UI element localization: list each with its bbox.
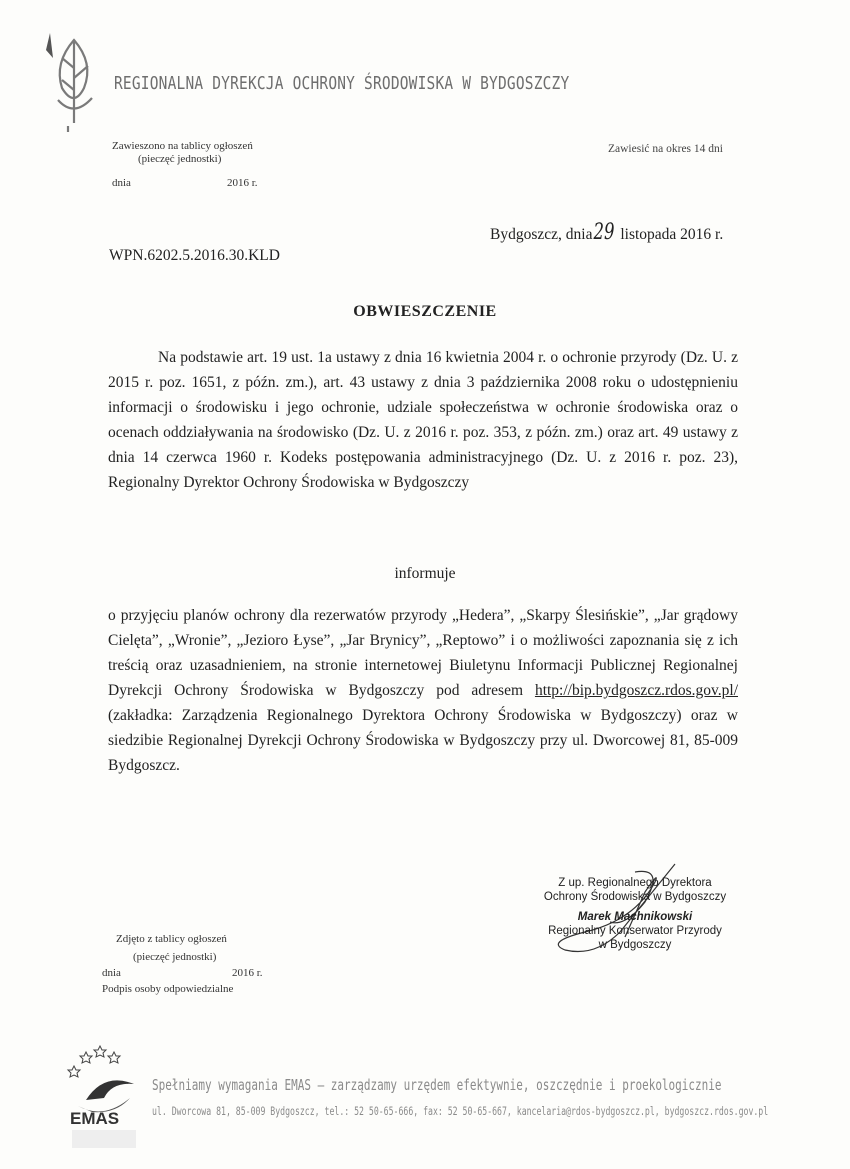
document-title: OBWIESZCZENIE	[353, 303, 497, 320]
emas-logo-icon	[64, 1040, 144, 1152]
contact-line: ul. Dworcowa 81, 85-009 Bydgoszcz, tel.: 52 50-65-666, fax: 52 50-65-667, kancelaria@rdos-bydgoszcz.pl, bydgoszcz.rdos.gov.pl	[152, 1104, 769, 1118]
place-date	[490, 220, 723, 245]
responsible-signature-label: Podpis osoby odpowiedzialne	[102, 983, 234, 995]
notice-text-before: o przyjęciu planów ochrony dla rezerwatów przyrody „Hedera”, „Skarpy Ślesińskie”, „Jar grądowy Cielęta”, „Wronie”, „Jezioro Łyse”, „Jar Brynicy”, „Reptowo” i o możliwości zapoznania się z ich treścią oraz uzasadnieniem, na stronie internetowej Biuletynu Informacji Publicznej Regionalnej Dyrekcji Ochrony Środowiska w Bydgoszczy pod adresem	[108, 607, 738, 699]
signature-block	[520, 876, 750, 952]
posted-date-label: dnia	[112, 177, 131, 189]
place-date-prefix: Bydgoszcz, dnia	[490, 226, 593, 243]
signature-line1: Z up. Regionalnego Dyrektora	[558, 877, 712, 889]
signatory-name: Marek Machnikowski	[577, 911, 693, 923]
emas-label: EMAS	[70, 1109, 120, 1128]
signatory-role1: Regionalny Konserwator Przyrody	[548, 925, 722, 937]
informs-heading: informuje	[394, 565, 456, 582]
legal-basis-paragraph: Na podstawie art. 19 ust. 1a ustawy z dnia 16 kwietnia 2004 r. o ochronie przyrody (Dz. U. z 2015 r. poz. 1651, z późn. zm.), art. 43 ustawy z dnia 3 października 2008 roku o udostępnieniu informacji o środowisku i jego ochronie, udziale społeczeństwa w ochronie środowiska oraz o ocenach oddziaływania na środowisko (Dz. U. z 2016 r. poz. 353, z późn. zm.) oraz art. 49 ustawy z dnia 14 czerwca 1960 r. Kodeks postępowania administracyjnego (Dz. U. z 2016 r. poz. 23), Regionalny Dyrektor Ochrony Środowiska w Bydgoszczy	[108, 349, 738, 491]
notice-text-after: (zakładka: Zarządzenia Regionalnego Dyrektora Ochrony Środowiska w Bydgoszczy) oraz w siedzibie Regionalnej Dyrekcji Ochrony Środowiska w Bydgoszczy przy ul. Dworcowej 81, 85-009 Bydgoszcz.	[108, 707, 738, 774]
posted-label: Zawieszono na tablicy ogłoszeń	[112, 140, 253, 152]
removed-date	[102, 967, 272, 979]
rdos-leaf-logo-icon	[44, 28, 114, 138]
posted-stamp-label: (pieczęć jednostki)	[138, 153, 222, 165]
notice-paragraph	[108, 603, 738, 778]
org-name: REGIONALNA DYREKCJA OCHRONY ŚRODOWISKA W BYDGOSZCZY	[114, 74, 570, 94]
removed-label: Zdjęto z tablicy ogłoszeń	[116, 933, 227, 945]
removed-stamp-label: (pieczęć jednostki)	[133, 951, 217, 963]
signature-line2: Ochrony Środowiska w Bydgoszczy	[543, 891, 727, 903]
place-date-suffix: listopada 2016 r.	[620, 226, 724, 243]
removed-year: 2016 r.	[232, 967, 263, 979]
reference-number: WPN.6202.5.2016.30.KLD	[109, 247, 280, 264]
removed-date-label: dnia	[102, 967, 121, 979]
posted-date	[112, 177, 272, 189]
emas-statement: Spełniamy wymagania EMAS – zarządzamy urzędem efektywnie, oszczędnie i proekologicznie	[152, 1076, 722, 1095]
signatory-role2: w Bydgoszczy	[598, 939, 672, 951]
handwritten-day: 29	[593, 220, 615, 245]
bip-link[interactable]: http://bip.bydgoszcz.rdos.gov.pl/	[534, 682, 738, 699]
posted-year: 2016 r.	[227, 177, 258, 189]
hang-period: Zawiesić na okres 14 dni	[608, 143, 723, 155]
